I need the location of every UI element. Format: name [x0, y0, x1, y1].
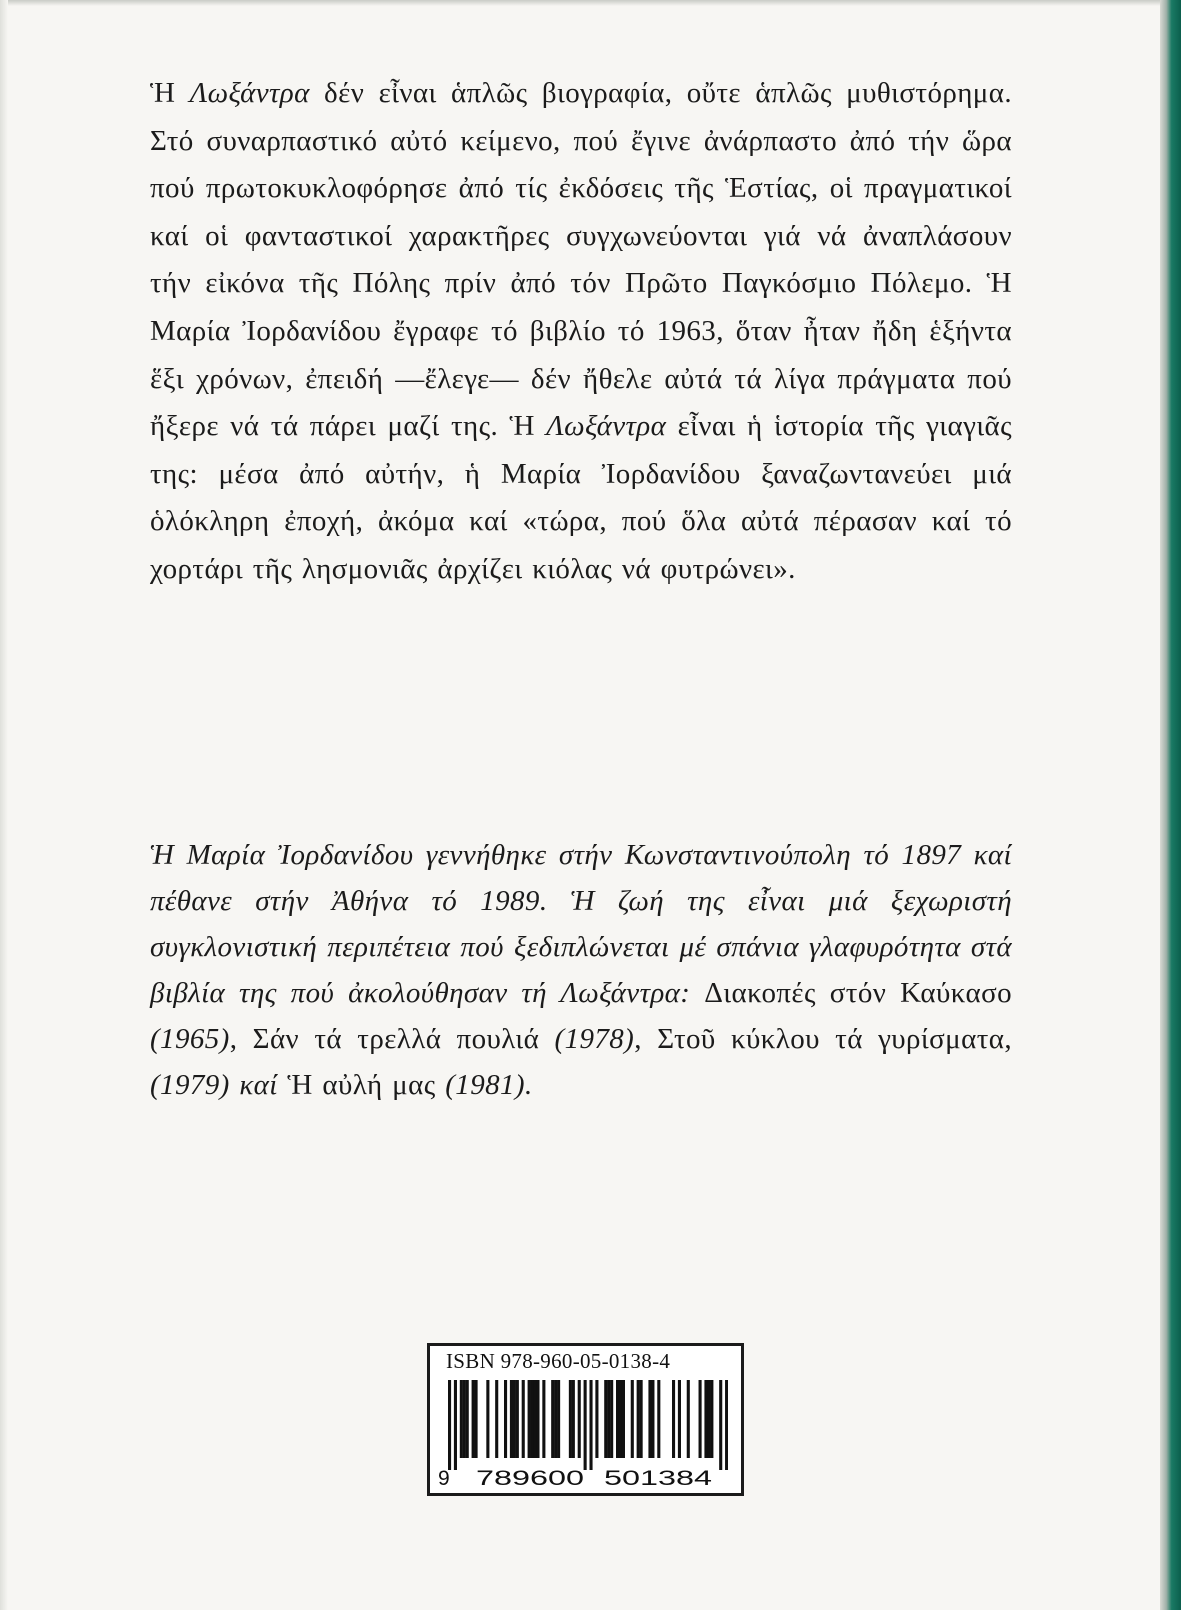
barcode-bar [510, 1380, 513, 1458]
separator: , [634, 1023, 658, 1055]
isbn-barcode-box [427, 1343, 744, 1496]
barcode-bar [554, 1380, 557, 1458]
barcode-bar [533, 1380, 536, 1458]
barcode-bar [551, 1380, 554, 1458]
barcode-bar [595, 1380, 598, 1458]
barcode-bar [699, 1380, 702, 1458]
book-title-italic: Λωξάντρα [189, 77, 310, 109]
bio-text: Ἡ Μαρία Ἰορδανίδου γεννήθηκε στήν Κωνσταντινούπολη τό 1897 καί πέθανε στήν Ἀθήνα τό 1989. Ἡ ζωή της εἶναι μιά ξεχωριστή συγκλονιστική περιπέτεια πού ξεδιπλώνεται μέ σπάνια γλαφυρότητα στά βιβλία της πού ἀκολούθησαν τή Λωξάντρα: [150, 839, 1012, 1009]
book-title: Στοῦ κύκλου τά γυρίσματα, [657, 1023, 1013, 1055]
barcode-bar [672, 1380, 675, 1458]
barcode-bar [454, 1380, 457, 1470]
barcode-bar [460, 1380, 463, 1458]
book-title: Διακοπές στόν Καύκασο [704, 977, 1013, 1009]
barcode-bar [687, 1380, 690, 1458]
ean-right-group: 501384 [604, 1467, 713, 1490]
barcode-bar [504, 1380, 507, 1458]
barcode-bar [657, 1380, 660, 1458]
barcode-bar [607, 1380, 610, 1458]
barcode-bar [678, 1380, 681, 1458]
barcode-bar [704, 1380, 707, 1458]
barcode-bar [710, 1380, 713, 1458]
barcode-bar [557, 1380, 560, 1458]
barcode-bar [472, 1380, 475, 1458]
barcode-bar [604, 1380, 607, 1458]
barcode-bar [475, 1380, 478, 1458]
barcode-bar [516, 1380, 519, 1458]
book-title-italic: Λωξάντρα [546, 410, 667, 443]
barcode-bar [725, 1380, 728, 1470]
barcode-bar [536, 1380, 539, 1458]
book-title: Ἡ αὐλή μας [287, 1069, 436, 1101]
blurb-text: δέν εἶναι ἁπλῶς βιογραφία, οὔτε ἁπλῶς μυθιστόρημα. Στό συναρπαστικό αὐτό κείμενο, πού ἔγινε ἀνάρπαστο ἀπό τήν ὥρα πού πρωτοκυκλοφόρησε ἀπό τίς ἐκδόσεις τῆς Ἑστίας, οἱ πραγματικοί καί οἱ φανταστικοί χαρακτῆρες συγχωνεύονται γιά νά ἀναπλάσουν τήν εἰκόνα τῆς Πόλης πρίν ἀπό τόν Πρῶτο Παγκόσμιο Πόλεμο. Ἡ Μαρία Ἰορδανίδου ἔγραφε τό βιβλίο τό 1963, ὅταν ἦταν ἤδη ἑξήντα ἕξι χρόνων, ἐπειδή —ἔλεγε— δέν ἤθελε αὐτά τά λίγα πράγματα πού ἤξερε νά τά πάρει μαζί της. Ἡ [150, 77, 1012, 443]
author-bio [150, 832, 1012, 1108]
barcode-bar [531, 1380, 534, 1458]
ean-lead-digit: 9 [438, 1467, 450, 1490]
barcode-bar [640, 1380, 643, 1458]
barcode-bar [616, 1380, 619, 1458]
barcode-bar [466, 1380, 469, 1458]
cover-spine-edge [1160, 0, 1181, 1610]
barcode-bars [448, 1380, 728, 1470]
barcode-bar [707, 1380, 710, 1458]
book-year: (1979) καί [150, 1069, 288, 1101]
barcode-bar [486, 1380, 489, 1458]
barcode-bar [522, 1380, 525, 1458]
barcode-bar [528, 1380, 531, 1458]
ean-left-group: 789600 [476, 1467, 584, 1490]
barcode-bar [719, 1380, 722, 1470]
barcode-bar [622, 1380, 625, 1458]
book-year: (1981). [435, 1069, 533, 1101]
barcode-bar [637, 1380, 640, 1458]
barcode-bar [631, 1380, 634, 1458]
barcode-bar [513, 1380, 516, 1458]
barcode-bar [651, 1380, 654, 1458]
separator: , [229, 1023, 253, 1055]
barcode-bar [569, 1380, 572, 1458]
book-year: (1965) [150, 1023, 230, 1055]
barcode-bar [584, 1380, 587, 1470]
barcode-bar [495, 1380, 498, 1458]
barcode-bar [619, 1380, 622, 1458]
book-title: Σάν τά τρελλά πουλιά [252, 1023, 540, 1055]
book-blurb [150, 70, 1012, 594]
blurb-text: Ἡ [150, 77, 190, 109]
barcode-bar [610, 1380, 613, 1458]
barcode-bar [648, 1380, 651, 1458]
barcode-bar [448, 1380, 451, 1470]
isbn-label: ISBN 978-960-05-0138-4 [446, 1349, 671, 1373]
barcode-bar [463, 1380, 466, 1458]
cover-top-edge [0, 0, 1160, 6]
barcode-bar [589, 1380, 592, 1470]
barcode-bar [572, 1380, 575, 1458]
cover-left-edge [0, 0, 8, 1610]
blurb-text: εἶναι ἡ ἱστορία τῆς γιαγιᾶς της: μέσα ἀπό αὐτήν, ἡ Μαρία Ἰορδανίδου ξαναζωντανεύει μιά ὁλόκληρη ἐποχή, ἀκόμα καί «τώρα, πού ὅλα αὐτά πέρασαν καί τό χορτάρι τῆς λησμονιᾶς ἀρχίζει κιόλας νά φυτρώνει». [150, 410, 1013, 585]
barcode-bar [542, 1380, 545, 1458]
ean-digits [436, 1462, 736, 1492]
barcode-bar [578, 1380, 581, 1458]
book-year: (1978) [539, 1023, 635, 1055]
